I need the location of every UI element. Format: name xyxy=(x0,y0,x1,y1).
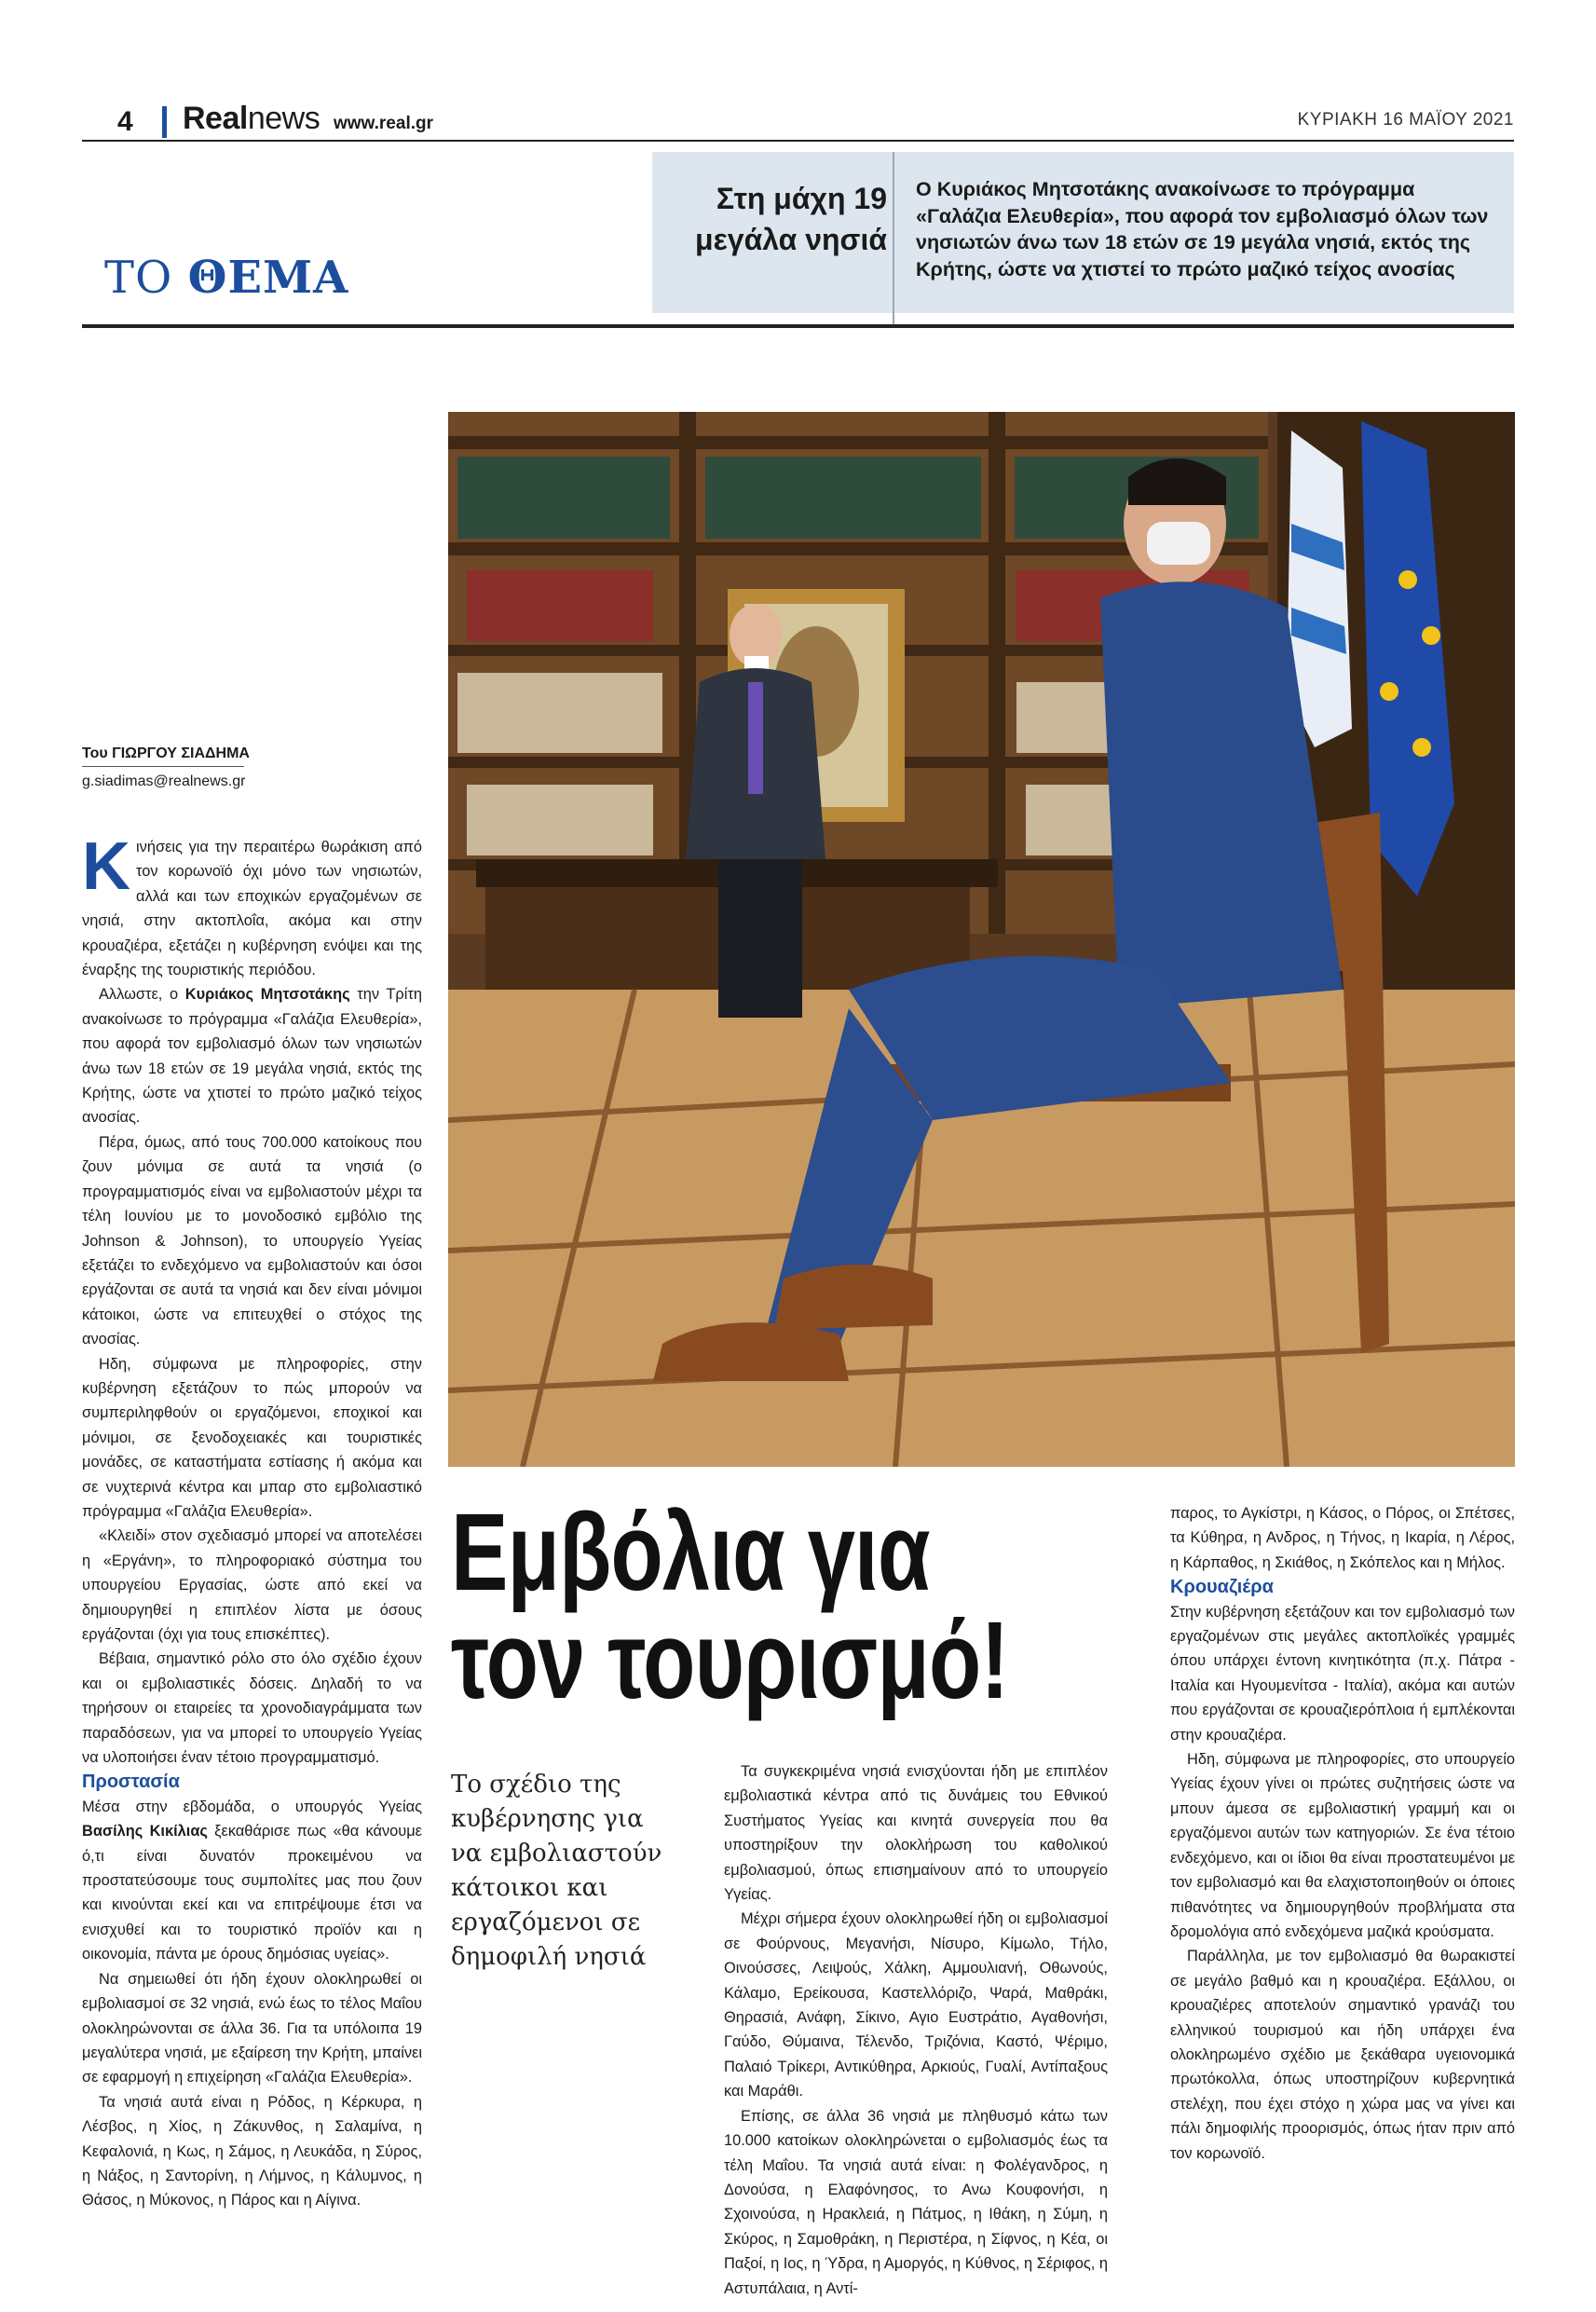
summary-text: Ο Κυριάκος Μητσοτάκης ανακοίνωσε το πρόγραμμα «Γαλάζια Ελευθερία», που αφορά τον εμβολιασμό όλων των νησιωτών άνω των 18 ετών σε 19 μεγάλα νησιά, εκτός της Κρήτης, ώστε να χτιστεί το πρώτο μαζικό τείχος ανοσίας xyxy=(916,178,1489,280)
paragraph: παρος, το Αγκίστρι, η Κάσος, ο Πόρος, οι Σπέτσες, τα Κύθηρα, η Ανδρος, η Τήνος, η Ικαρία, η Λέρος, η Κάρπαθος, η Σκιάθος, η Σκόπελος και η Μήλος. xyxy=(1170,1505,1515,1571)
author-byline: Του ΓΙΩΡΓΟΥ ΣΙΑΔΗΜΑ xyxy=(82,746,250,761)
section-label xyxy=(104,252,348,304)
subheading: Προστασία xyxy=(82,1772,180,1793)
headline-line-1: Εμβόλια για xyxy=(451,1491,930,1614)
paragraph: Ηδη, σύμφωνα με πληροφορίες, στο υπουργείο Υγείας έχουν γίνει οι πρώτες συζητήσεις ώστε να μπουν άμεσα σε εμβολιαστική γραμμή και οι εργαζόμενοι αυτών των κατηγοριών. Σε ένα τέτοιο ενδεχόμενο, και οι ίδιοι θα είναι προστατευμένοι με τον εμβολιασμό και θα ελαχιστοποιηθούν οι όποιες πιθανότητες να δημιουργηθούν προβλήματα στα δρομολόγια από ενδεχόμενα μαζικά κρούσματα. xyxy=(1170,1751,1515,1940)
section-rule xyxy=(82,324,1514,328)
name-highlight: Βασίλης Κικίλιας xyxy=(82,1823,208,1840)
paragraph: Στην κυβέρνηση εξετάζουν και τον εμβολιασμό των εργαζομένων στις μεγάλες ακτοπλοϊκές γραμμές όπου υπάρχει έντονη κινητικότητα (π.χ. Πάτρα - Ιταλία και Ηγουμενίτσα - Ιταλία), ακόμα και αυτών που εργάζονται σε κρουαζιερόπλοια ή εμπλέκονται στην κρουαζιέρα. xyxy=(1170,1603,1515,1744)
summary-divider xyxy=(893,152,894,324)
issue-date: ΚΥΡΙΑΚΗ 16 ΜΑΪΟΥ 2021 xyxy=(1297,110,1514,130)
paragraph: Βέβαια, σημαντικό ρόλο στο όλο σχέδιο έχουν και οι εμβολιαστικές δόσεις. Δηλαδή το να τηρήσουν οι εταιρείες τα χρονοδιαγράμματα των παραδόσεων, για να μπορεί το υπουργείο Υγείας να υλοποιήσει έναν τέτοιο προγραμματισμό. xyxy=(82,1650,422,1767)
brand-bold: Real xyxy=(183,101,248,136)
site-url: www.real.gr xyxy=(334,114,433,133)
brand-logo xyxy=(183,101,320,137)
paragraph: Αλλωστε, ο xyxy=(99,986,185,1004)
article-photo xyxy=(448,412,1515,1467)
drop-cap: Κ xyxy=(82,829,130,904)
article-column-3 xyxy=(724,1759,1108,2301)
section-prefix: ΤΟ xyxy=(104,252,173,304)
paragraph: «Κλειδί» στον σχεδιασμό μπορεί να αποτελέσει η «Εργάνη», το πληροφοριακό σύστημα του υπουργείου Εργασίας, ώστε από εκεί να δημιουργηθεί η επιπλέον λίστα με όσους εργάζονται (όχι για τους επισκέπτες). xyxy=(82,1527,422,1643)
article-column-4 xyxy=(1170,1501,1515,2166)
paragraph: Μέσα στην εβδομάδα, ο υπουργός Υγείας xyxy=(82,1798,422,1815)
paragraph: Επίσης, σε άλλα 36 νησιά με πληθυσμό κάτω των 10.000 κατοίκων ολοκληρώνεται ο εμβολιασμός έως τα τέλη Μαΐου. Τα νησιά αυτά είναι: η Φολέγανδρος, η Δονούσα, η Ελαφόνησος, το Ανω Κουφονήσι, η Σχοινούσα, η Ηρακλειά, η Πάτμος, η Ιθάκη, η Σύμη, η Σκύρος, η Σαμοθράκη, η Περιστέρα, η Σίφνος, η Κέα, οι Παξοί, η Ιος, η Ύδρα, η Αμοργός, η Κύθνος, η Σέριφος, η Αστυπάλαια, η Αντί- xyxy=(724,2107,1108,2297)
subheading: Κρουαζιέρα xyxy=(1170,1577,1274,1598)
summary-title: Στη μάχη 19 μεγάλα νησιά xyxy=(695,182,887,256)
article-column-1 xyxy=(82,829,422,2213)
paragraph: την Τρίτη ανακοίνωσε το πρόγραμμα «Γαλάζια Ελευθερία», που αφορά τον εμβολιασμό όλων των νησιωτών άνω των 18 ετών σε 19 μεγάλα νησιά, εκτός της Κρήτης, ώστε να χτιστεί το πρώτο μαζικό τείχος ανοσίας. xyxy=(82,986,422,1127)
paragraph: Μέχρι σήμερα έχουν ολοκληρωθεί ήδη οι εμβολιασμοί σε Φούρνους, Μεγανήσι, Νίσυρο, Κίμωλο, Τήλο, Οινούσσες, Λειψούς, Χάλκη, Αμμουλιανή, Οθωνούς, Κάλαμο, Ερείκουσα, Καστελλόριζο, Ψαρά, Μαθράκι, Θηρασιά, Ανάφη, Σίκινο, Αγιο Ευστράτιο, Αγαθονήσι, Γαύδο, Θύμαινα, Τέλενδο, Τριζόνια, Καστό, Ψέριμο, Παλαιό Τρίκερι, Αντικύθηρα, Αρκιούς, Γυαλί, Αντίπαξους και Μαράθι. xyxy=(724,1910,1108,2100)
paragraph: Παράλληλα, με τον εμβολιασμό θα θωρακιστεί σε μεγάλο βαθμό και η κρουαζιέρα. Εξάλλου, οι κρουαζιέρες αποτελούν σημαντικό γρανάζι του ελληνικού τουρισμού και ήδη υπάρχει ένα ολοκληρωμένο σχέδιο με ξεκάθαρα υγειονομικά πρωτόκολλα, όπως υποστηρίζουν κυβερνητικά στελέχη, που έχει στόχο η χώρα μας να γίνει και πάλι δημοφιλής προορισμός, όπως ήταν πριν από τον κορωνοϊό. xyxy=(1170,1948,1515,2162)
deck-text: Το σχέδιο της κυβέρνησης για να εμβολιαστούν κάτοικοι και εργαζόμενοι σε δημοφιλή νησιά xyxy=(451,1771,662,1971)
paragraph: Τα συγκεκριμένα νησιά ενισχύονται ήδη με επιπλέον εμβολιαστικά κέντρα από τις δυνάμεις του Εθνικού Συστήματος Υγείας και κινητά συνεργεία που θα υποστηρίξουν την ολοκλήρωση του καθολικού εμβολιασμού, όπως επισημαίνουν από το υπουργείο Υγείας. xyxy=(724,1763,1108,1904)
brand-light: news xyxy=(247,101,321,136)
paragraph: Ηδη, σύμφωνα με πληροφορίες, στην κυβέρνηση εξετάζουν το πώς μπορούν να συμπεριληφθούν οι εργαζόμενοι, εποχικοί και μόνιμοι, σε ξενοδοχειακές και τουριστικές μονάδες, σε καταστήματα εστίασης ή ακόμα και σε νυχτερινά κέντρα και μπαρ στο εμβολιαστικό πρόγραμμα «Γαλάζια Ελευθερία». xyxy=(82,1355,422,1520)
header-rule xyxy=(82,140,1514,142)
page-number: 4 xyxy=(117,106,133,137)
header-accent-bar xyxy=(162,106,167,138)
byline-rule xyxy=(82,766,244,767)
headline-line-2: τον τουρισμό! xyxy=(451,1599,1009,1722)
name-highlight: Κυριάκος Μητσοτάκης xyxy=(184,986,350,1004)
paragraph: Να σημειωθεί ότι ήδη έχουν ολοκληρωθεί οι εμβολιασμοί σε 32 νησιά, ενώ έως το τέλος Μαΐου ολοκληρώνονται σε άλλα 36. Για τα υπόλοιπα 19 μεγαλύτερα νησιά, με εξαίρεση την Κρήτη, μπαίνει σε εφαρμογή η επιχείρηση «Γαλάζια Ελευθερία». xyxy=(82,1970,422,2086)
section-name: ΘΕΜΑ xyxy=(187,252,349,304)
paragraph: Πέρα, όμως, από τους 700.000 κατοίκους που ζουν μόνιμα σε αυτά τα νησιά (ο προγραμματισμός είναι να εμβολιαστούν μέχρι τα τέλη Ιουνίου με το μονοδοσικό εμβόλιο της Johnson & Johnson), το υπουργείο Υγείας εξετάζει το ενδεχόμενο να εμβολιαστούν και όσοι εργάζονται σε αυτά τα νησιά και δεν είναι μόνιμοι κάτοικοι, ώστε να επιτευχθεί ο στόχος της ανοσίας. xyxy=(82,1133,422,1348)
paragraph: Τα νησιά αυτά είναι η Ρόδος, η Κέρκυρα, η Λέσβος, η Χίος, η Ζάκυνθος, η Σαλαμίνα, η Κεφαλονιά, η Κως, η Σάμος, η Λευκάδα, η Σύρος, η Νάξος, η Σαντορίνη, η Λήμνος, η Κάλυμνος, η Θάσος, η Μύκονος, η Πάρος και η Αίγινα. xyxy=(82,2093,422,2209)
headline xyxy=(451,1491,1017,1722)
paragraph: ινήσεις για την περαιτέρω θωράκιση από τον κορωνοϊό όχι μόνο των νησιωτών, αλλά και των εποχικών εργαζομένων σε νησιά, στην ακτοπλοΐα, ακόμα και στην κρουαζιέρα, εξετάζει η κυβέρνηση ενόψει και της έναρξης της τουριστικής περιόδου. xyxy=(82,839,422,979)
author-email[interactable]: g.siadimas@realnews.gr xyxy=(82,773,246,789)
summary-box xyxy=(652,152,1514,313)
paragraph: ξεκαθάρισε πως «θα κάνουμε ό,τι είναι δυνατόν προκειμένου να προστατεύσουμε τους συμπολίτες μας που ζουν και κινούνται εκεί και να επιτρέψουμε έτσι να ενισχυθεί και το τουριστικό προϊόν και η οικονομία, πάντα με όρους δημόσιας υγείας». xyxy=(82,1823,422,1963)
